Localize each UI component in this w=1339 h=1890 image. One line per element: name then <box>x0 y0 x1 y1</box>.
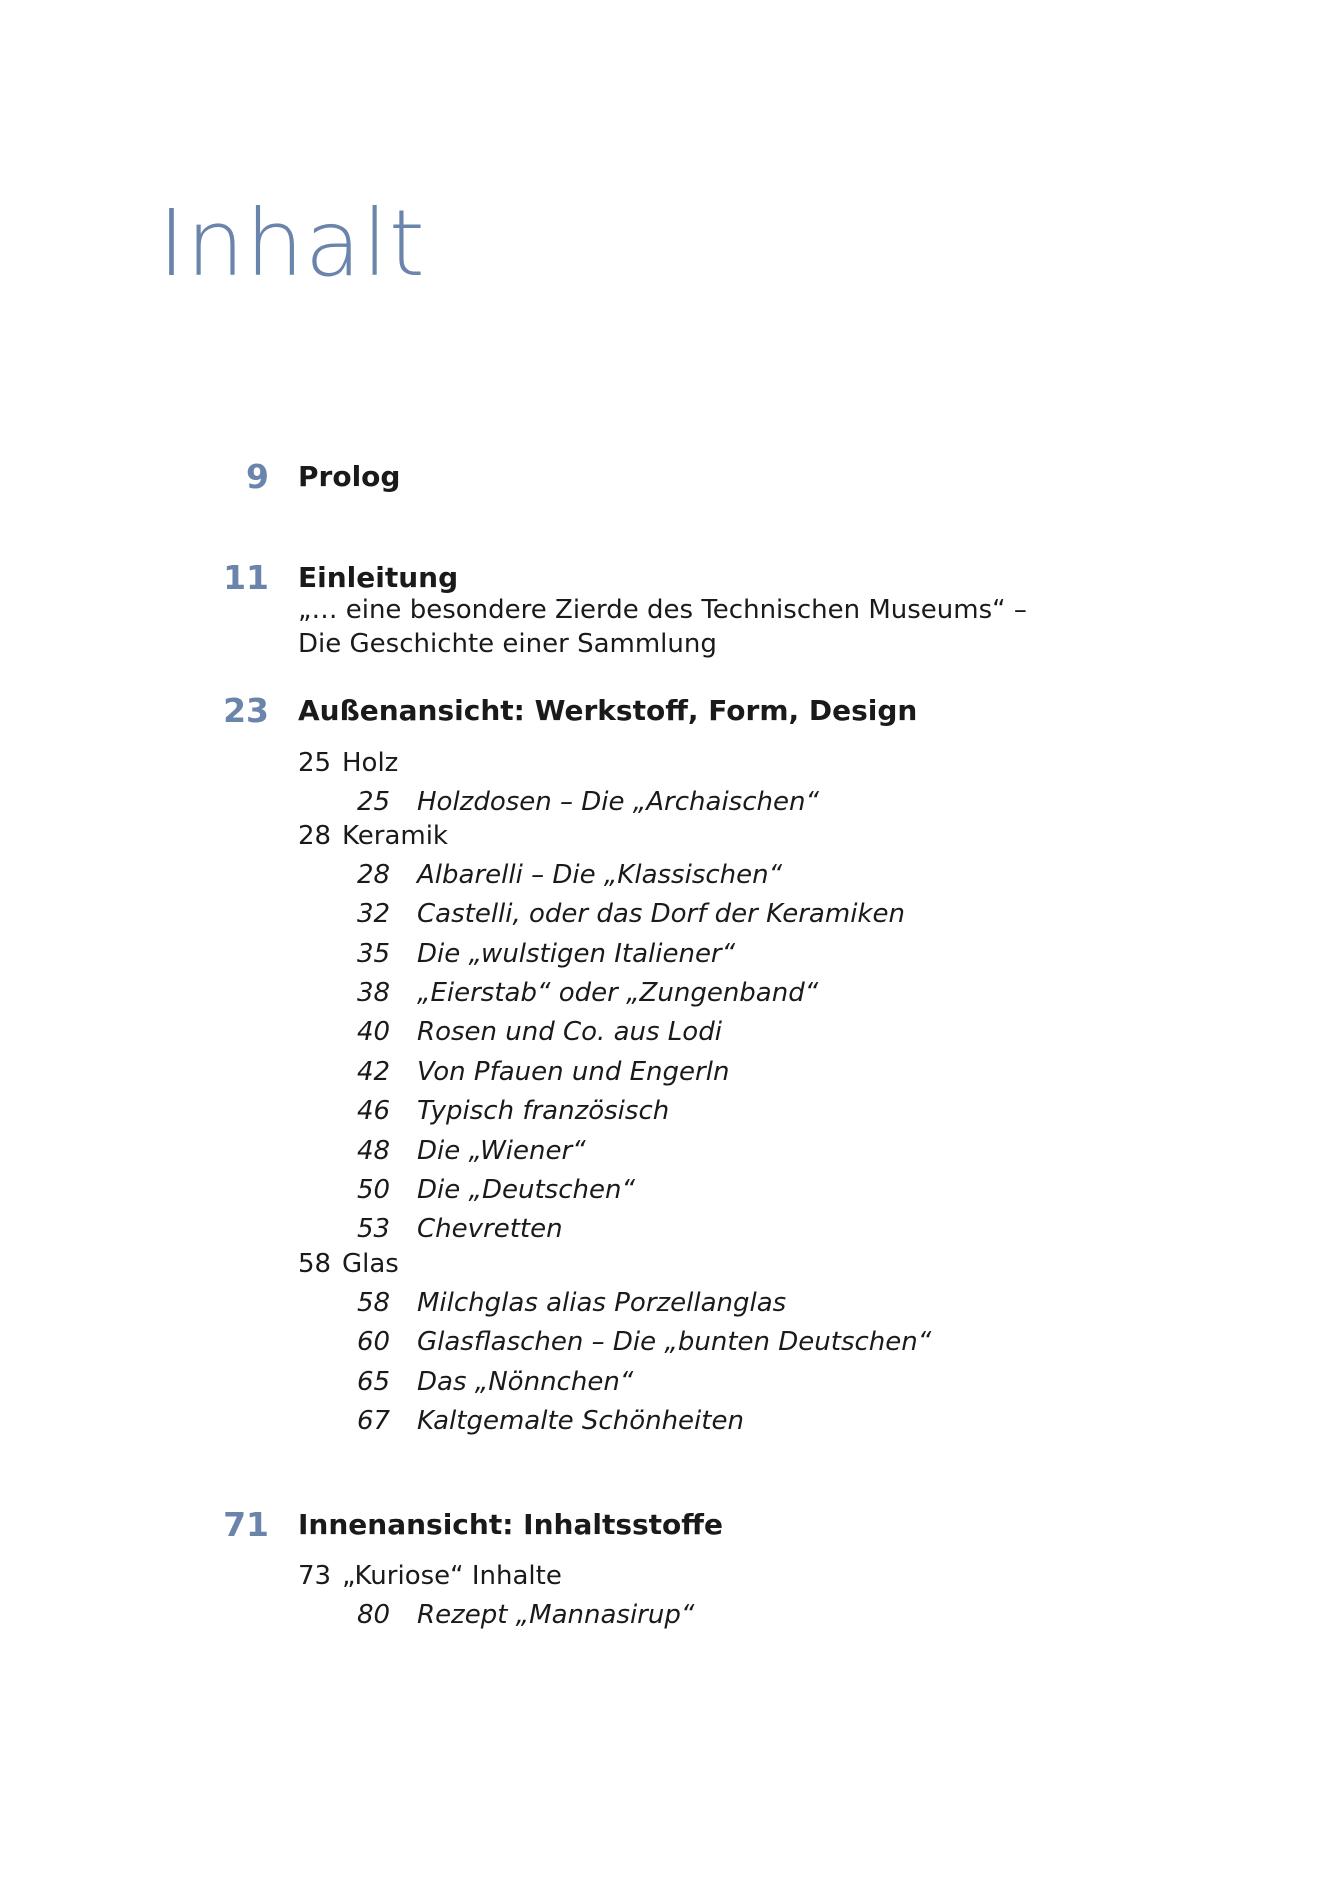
toc-item[interactable] <box>357 1602 694 1628</box>
item-label: Das „Nönnchen“ <box>417 1367 634 1397</box>
section-page-number: 11 <box>223 558 269 597</box>
item-label: Castelli, oder das Dorf der Keramiken <box>417 899 905 929</box>
section-subtitle: Die Geschichte einer Sammlung <box>298 629 717 659</box>
section-page-number: 23 <box>223 691 269 730</box>
toc-item[interactable] <box>357 1098 669 1124</box>
item-page-number: 65 <box>357 1367 391 1397</box>
group-page-number: 28 <box>298 821 332 851</box>
toc-group-glas[interactable] <box>298 1251 399 1277</box>
item-label: Milchglas alias Porzellanglas <box>417 1288 787 1318</box>
group-label: Glas <box>342 1249 399 1279</box>
toc-item[interactable] <box>357 1290 786 1316</box>
toc-group-holz[interactable] <box>298 750 398 776</box>
item-page-number: 46 <box>357 1096 391 1126</box>
toc-item[interactable] <box>357 862 782 888</box>
item-label: Die „Wiener“ <box>417 1136 586 1166</box>
group-label: „Kuriose“ Inhalte <box>342 1561 562 1591</box>
toc-item[interactable] <box>357 980 818 1006</box>
item-label: Die „Deutschen“ <box>417 1175 635 1205</box>
toc-item[interactable] <box>357 1059 729 1085</box>
item-label: Rezept „Mannasirup“ <box>417 1600 695 1630</box>
toc-item[interactable] <box>357 901 905 927</box>
item-page-number: 48 <box>357 1136 391 1166</box>
toc-group-keramik[interactable] <box>298 823 448 849</box>
item-page-number: 28 <box>357 860 391 890</box>
item-page-number: 60 <box>357 1327 391 1357</box>
group-page-number: 58 <box>298 1249 332 1279</box>
toc-item[interactable] <box>357 1216 563 1242</box>
item-label: Rosen und Co. aus Lodi <box>417 1017 722 1047</box>
item-page-number: 42 <box>357 1057 391 1087</box>
item-page-number: 53 <box>357 1214 391 1244</box>
item-page-number: 25 <box>357 787 391 817</box>
item-label: Die „wulstigen Italiener“ <box>417 939 736 969</box>
item-label: Albarelli – Die „Klassischen“ <box>417 860 783 890</box>
item-page-number: 50 <box>357 1175 391 1205</box>
section-title: Innenansicht: Inhaltsstoffe <box>298 1508 723 1541</box>
item-page-number: 32 <box>357 899 391 929</box>
page-title: Inhalt <box>158 190 426 297</box>
section-title: Einleitung <box>298 561 459 594</box>
group-label: Keramik <box>342 821 448 851</box>
item-label: Glasflaschen – Die „bunten Deutschen“ <box>417 1327 932 1357</box>
toc-item[interactable] <box>357 1329 931 1355</box>
toc-item[interactable] <box>357 1369 633 1395</box>
section-page-number: 71 <box>223 1505 269 1544</box>
group-page-number: 73 <box>298 1561 332 1591</box>
toc-group-kuriose-inhalte[interactable] <box>298 1563 562 1589</box>
item-label: Kaltgemalte Schönheiten <box>417 1406 744 1436</box>
item-label: Chevretten <box>417 1214 563 1244</box>
section-title: Prolog <box>298 460 401 493</box>
item-page-number: 67 <box>357 1406 391 1436</box>
toc-item[interactable] <box>357 1019 722 1045</box>
item-page-number: 40 <box>357 1017 391 1047</box>
toc-item[interactable] <box>357 941 735 967</box>
toc-item[interactable] <box>357 789 819 815</box>
item-label: Von Pfauen und Engerln <box>417 1057 730 1087</box>
item-page-number: 58 <box>357 1288 391 1318</box>
toc-item[interactable] <box>357 1408 744 1434</box>
item-page-number: 38 <box>357 978 391 1008</box>
group-page-number: 25 <box>298 748 332 778</box>
toc-item[interactable] <box>357 1177 635 1203</box>
item-page-number: 35 <box>357 939 391 969</box>
item-page-number: 80 <box>357 1600 391 1630</box>
toc-item[interactable] <box>357 1138 586 1164</box>
item-label: Holzdosen – Die „Archaischen“ <box>417 787 819 817</box>
section-page-number: 9 <box>246 457 269 496</box>
group-label: Holz <box>342 748 399 778</box>
item-label: Typisch französisch <box>417 1096 670 1126</box>
item-label: „Eierstab“ oder „Zungenband“ <box>417 978 819 1008</box>
section-title: Außenansicht: Werkstoff, Form, Design <box>298 694 918 727</box>
section-subtitle: „… eine besondere Zierde des Technischen Museums“ – <box>298 595 1027 625</box>
